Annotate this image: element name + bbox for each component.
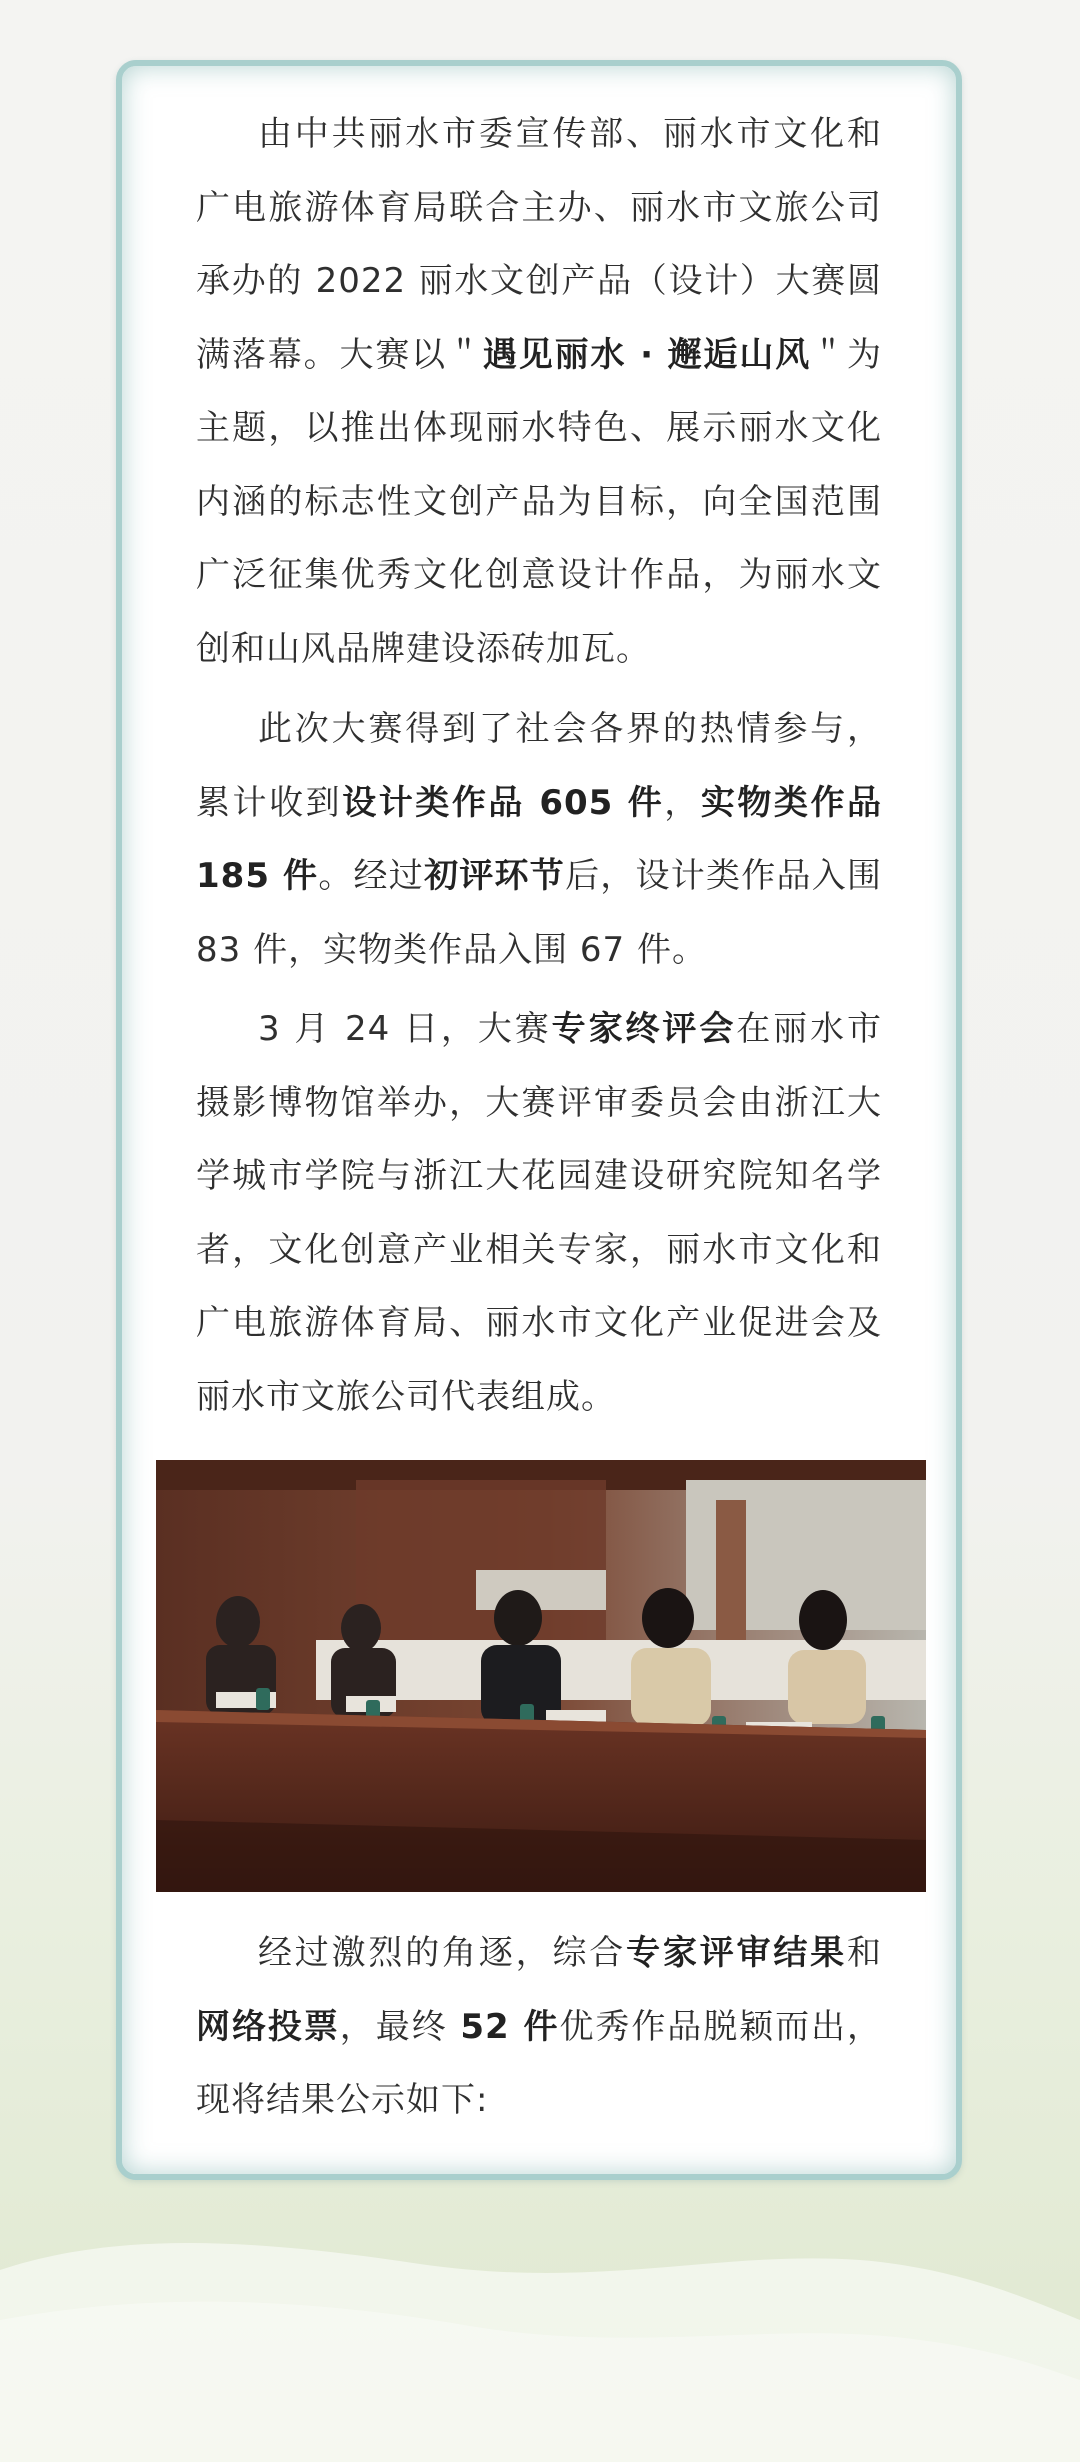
winning-count: 52 件 [460,2006,560,2047]
paragraph-intro-text-end: ＂为主题，以推出体现丽水特色、展示丽水文化内涵的标志性文创产品为目标，向全国范围广泛征集优秀文化创意设计作品，为丽水文创和山风品牌建设添砖加瓦。 [196,334,883,669]
entries-text-4: 后，设计类作品入围 83 件，实物类作品入围 67 件。 [196,856,883,970]
final-review-text-1: 3 月 24 日，大赛 [258,1009,552,1049]
background-wave [0,2230,1080,2462]
entries-text-2: ， [664,782,701,823]
online-voting: 网络投票 [196,2006,340,2047]
final-review-paragraph-block [196,993,882,1434]
theme-slogan: 遇见丽水 · 邂逅山风 [482,334,812,375]
results-text-1: 经过激烈的角逐，综合 [258,1933,627,1973]
review-meeting-photo [156,1460,926,1892]
paragraph-entries [196,693,882,987]
results-text-4: 优秀作品脱颖而出，现将结果公示如下: [196,2006,883,2120]
paragraph-final-review [196,993,882,1434]
entries-text-1: 此次大赛得到了社会各界的热情参与，累计收到 [196,709,882,823]
expert-review-results: 专家评审结果 [626,1933,847,1973]
results-text-2: 和 [847,1933,882,1973]
paragraph-intro-text: 由中共丽水市委宣传部、丽水市文化和广电旅游体育局联合主办、丽水市文旅公司承办的 2022 丽水文创产品（设计）大赛圆满落幕。大赛以＂ [196,114,882,375]
expert-final-review: 专家终评会 [551,1009,737,1049]
results-paragraph-block [196,1917,882,2138]
intro-paragraph-block [196,98,882,686]
results-text-3: ，最终 [339,2006,461,2047]
entries-text-3: 。经过 [318,856,425,896]
entries-paragraph-block [196,693,882,987]
final-review-text-2: 在丽水市摄影博物馆举办，大赛评审委员会由浙江大学城市学院与浙江大花园建设研究院知名学者，文化创意产业相关专家，丽水市文化和广电旅游体育局、丽水市文化产业促进会及丽水市文旅公司代表组成。 [196,1009,883,1417]
design-entries-count: 设计类作品 605 件 [342,782,665,823]
physical-entries-count: 实物类作品 185 件 [196,782,883,896]
paragraph-results [196,1917,882,2138]
paragraph-intro [196,98,882,686]
preliminary-review: 初评环节 [424,856,566,896]
